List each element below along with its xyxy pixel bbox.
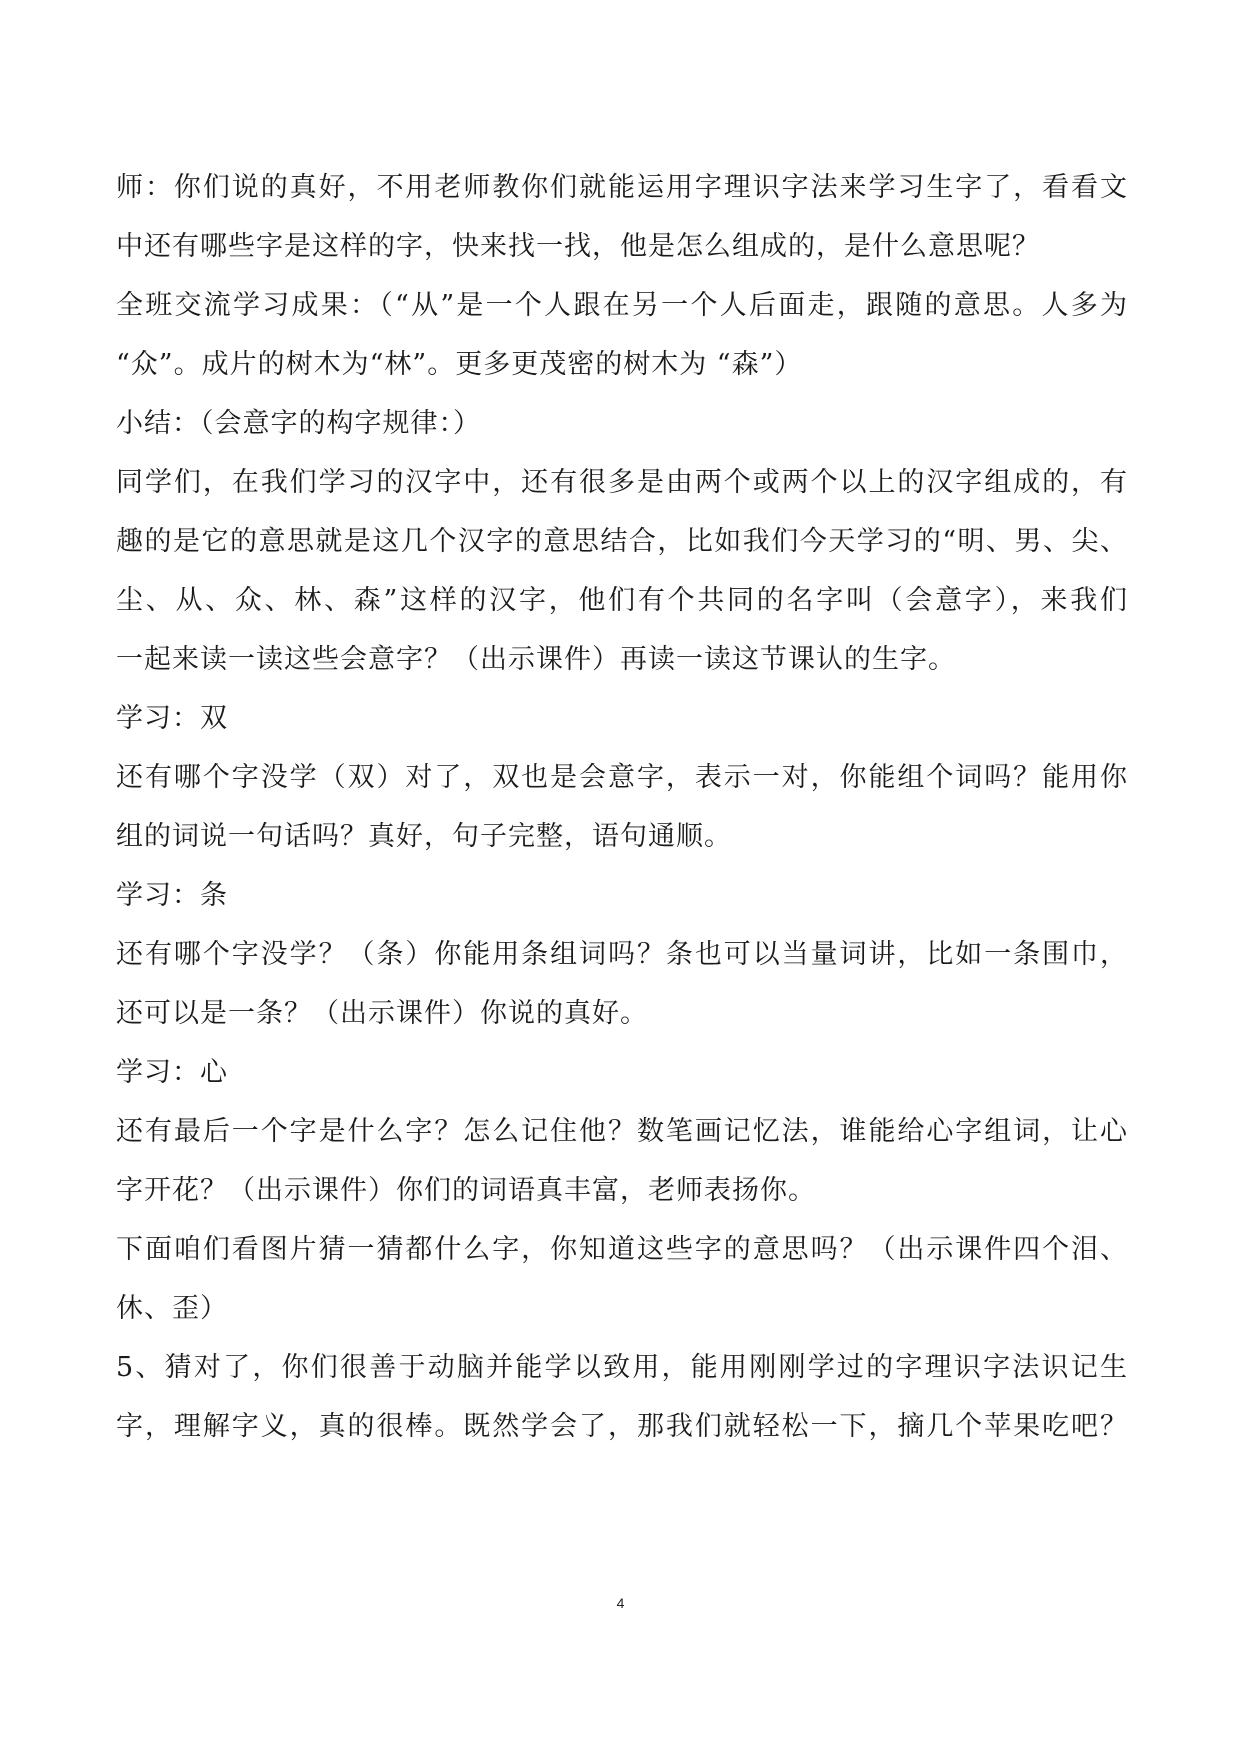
body-text (116, 158, 1128, 1456)
text-line: 还有哪个字没学？（条）你能用条组词吗？条也可以当量词讲，比如一条围巾， (116, 939, 1128, 970)
text-line: 尘、从、众、林、森”这样的汉字，他们有个共同的名字叫（会意字），来我们 (116, 585, 1128, 616)
text-line: 休、歪） (116, 1293, 228, 1324)
text-line: 字开花？（出示课件）你们的词语真丰富，老师表扬你。 (116, 1175, 816, 1206)
page-number: 4 (616, 1595, 625, 1611)
text-line: 中还有哪些字是这样的字，快来找一找，他是怎么组成的，是什么意思呢？ (116, 231, 1040, 262)
text-line: 组的词说一句话吗？真好，句子完整，语句通顺。 (116, 821, 732, 852)
section-heading: 学习：条 (116, 880, 228, 911)
text-line: 趣的是它的意思就是这几个汉字的意思结合，比如我们今天学习的“明、男、尖、 (116, 526, 1128, 557)
text-line: 还有最后一个字是什么字？怎么记住他？数笔画记忆法，谁能给心字组词，让心 (116, 1116, 1128, 1147)
text-line: “众”。成片的树木为“林”。更多更茂密的树木为 “森”） (116, 349, 803, 380)
section-heading: 学习：心 (116, 1057, 228, 1088)
text-line: 小结：（会意字的构字规律：） (116, 408, 481, 439)
text-line: 一起来读一读这些会意字？（出示课件）再读一读这节课认的生字。 (116, 644, 956, 675)
text-line: 同学们，在我们学习的汉字中，还有很多是由两个或两个以上的汉字组成的，有 (116, 467, 1128, 498)
text-line: 师：你们说的真好，不用老师教你们就能运用字理识字法来学习生字了，看看文 (116, 172, 1128, 203)
section-heading: 学习：双 (116, 703, 228, 734)
text-line: 还可以是一条？（出示课件）你说的真好。 (116, 998, 648, 1029)
text-line: 字，理解字义，真的很棒。既然学会了，那我们就轻松一下，摘几个苹果吃吧？ (116, 1411, 1128, 1442)
text-line: 5、猜对了，你们很善于动脑并能学以致用，能用刚刚学过的字理识字法识记生 (116, 1352, 1128, 1383)
text-line: 全班交流学习成果：（“从”是一个人跟在另一个人后面走，跟随的意思。人多为 (116, 290, 1128, 321)
text-line: 下面咱们看图片猜一猜都什么字，你知道这些字的意思吗？（出示课件四个泪、 (116, 1234, 1128, 1265)
text-line: 还有哪个字没学（双）对了，双也是会意字，表示一对，你能组个词吗？能用你 (116, 762, 1128, 793)
